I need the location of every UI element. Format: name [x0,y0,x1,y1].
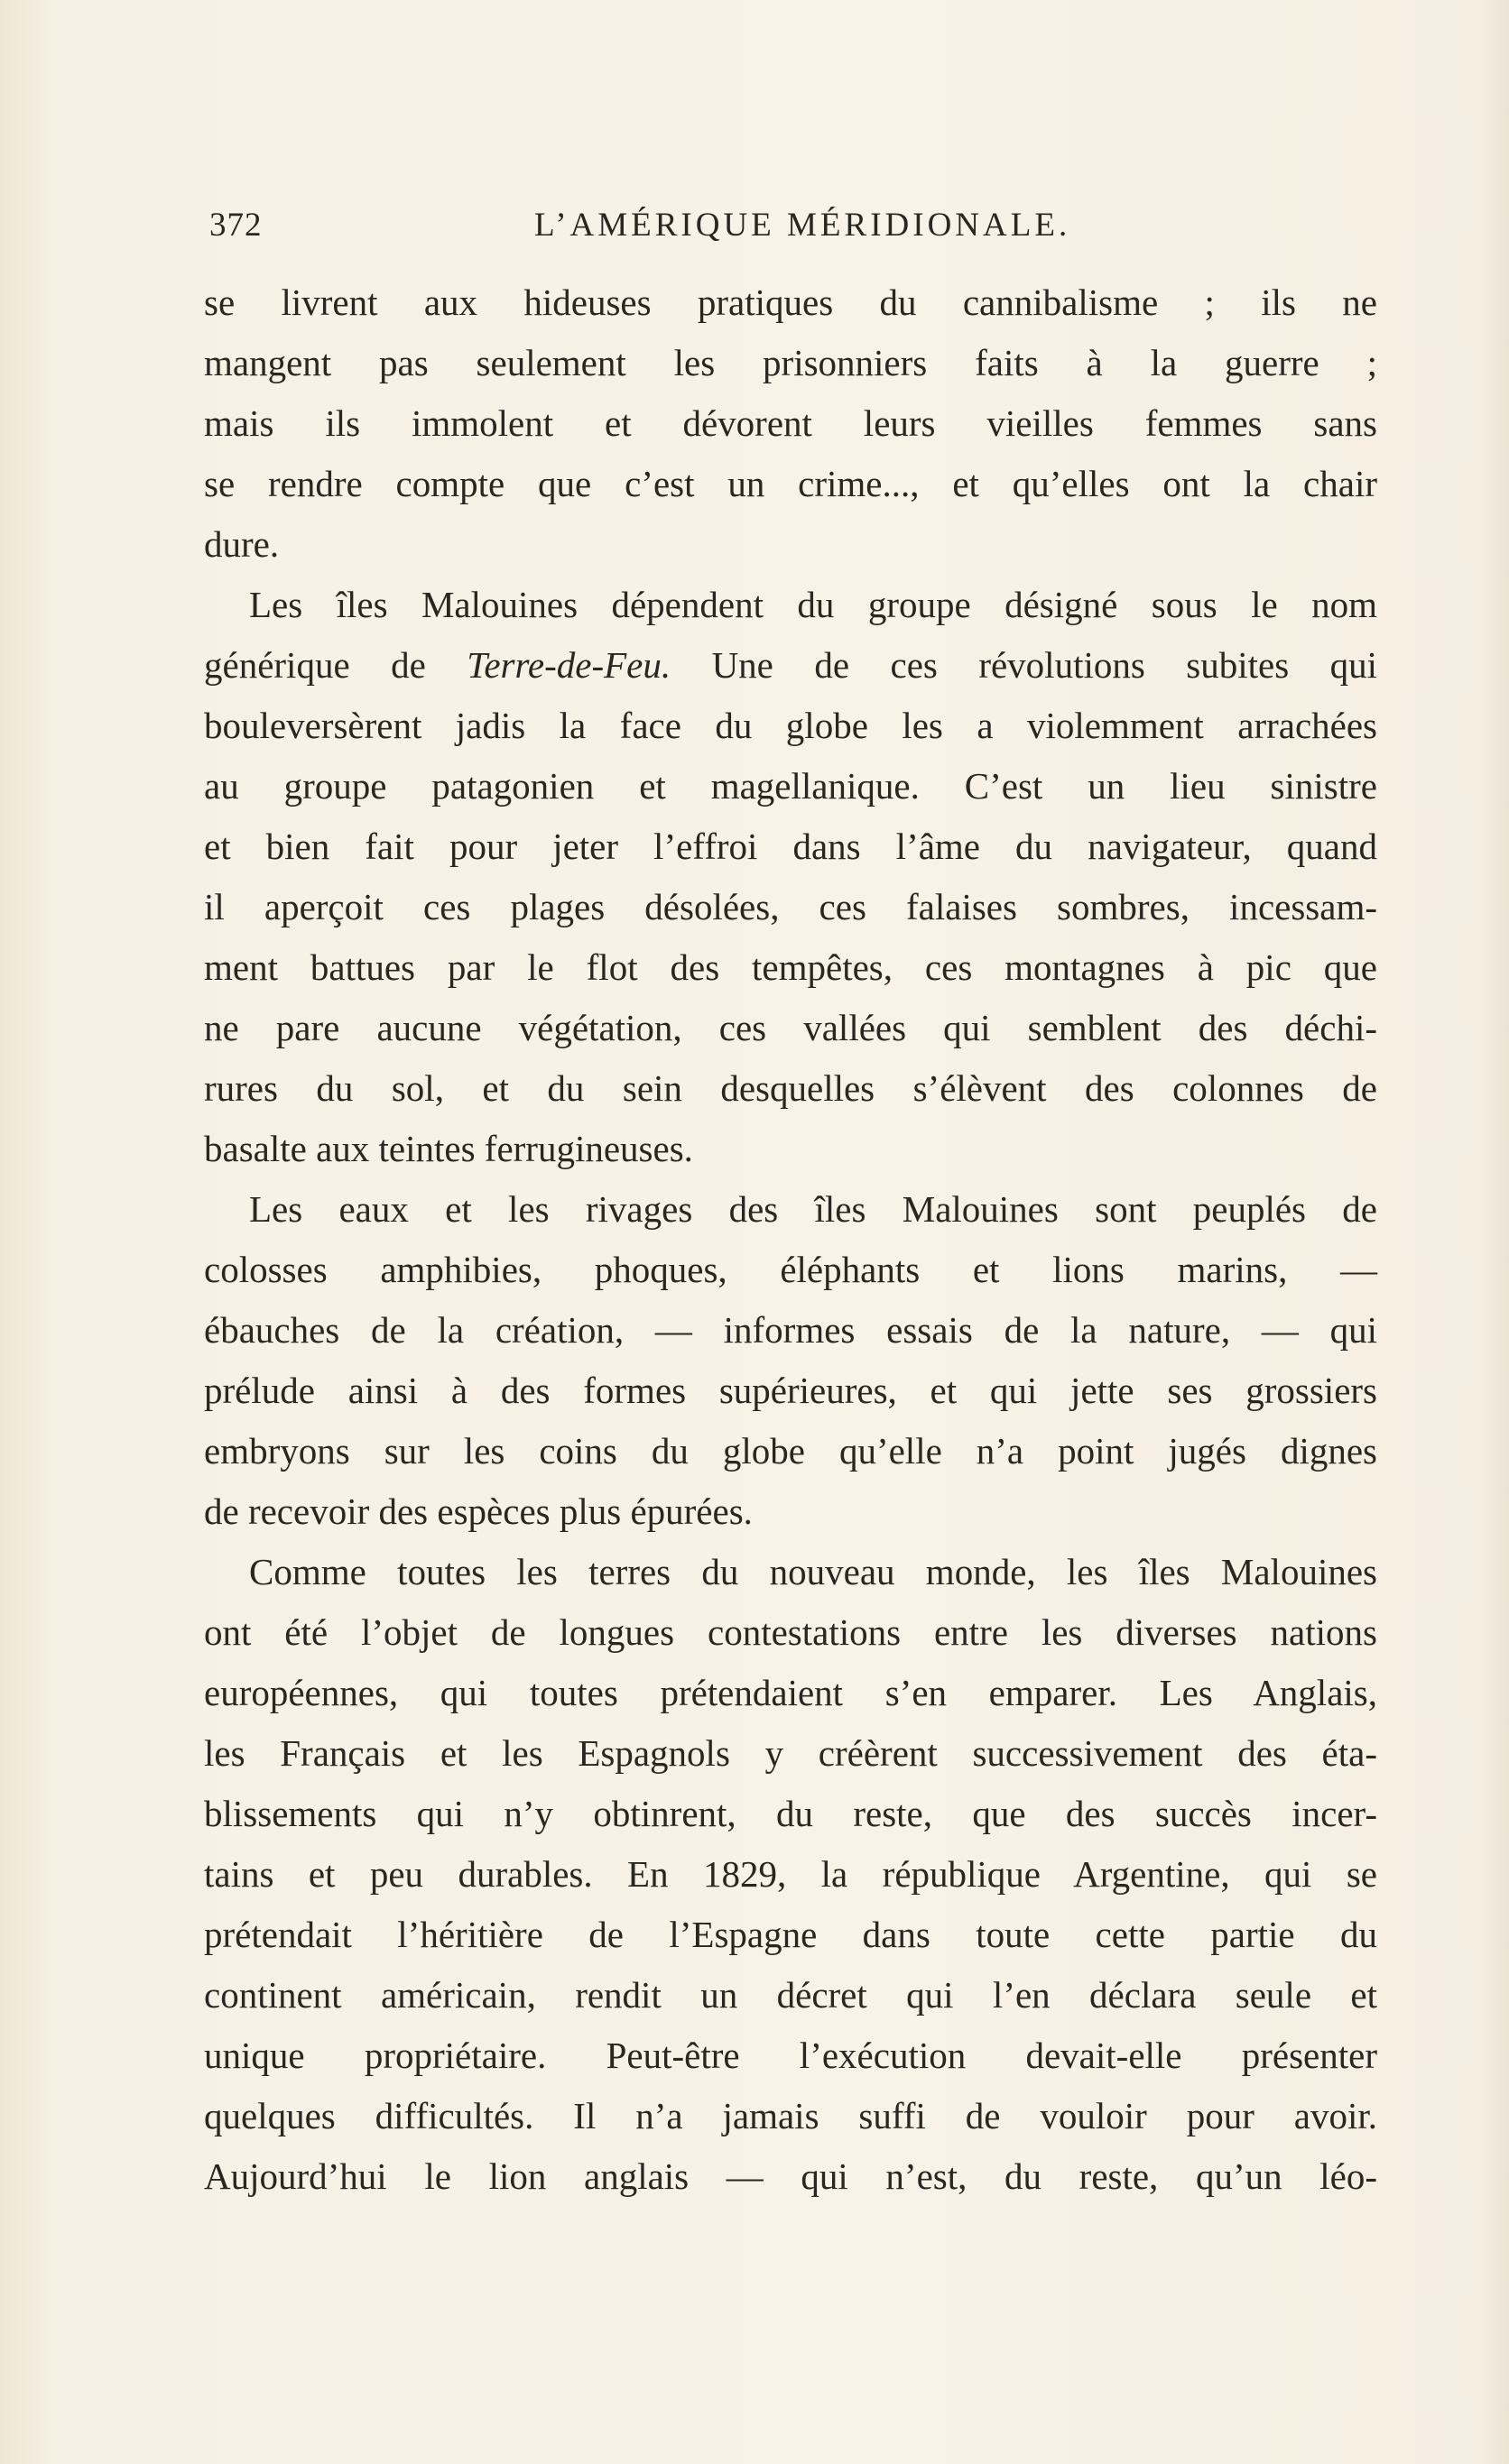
body-text [204,272,1377,2207]
page-edge-shadow [1482,0,1509,2464]
text-line: de recevoir des espèces plus épurées. [204,1490,753,1532]
text-line: quelques difficultés. Il n’a jamais suffi de vouloir pour avoir. [204,2095,1377,2136]
italic-place-name: Terre-de-Feu. [467,644,671,686]
running-title: L’AMÉRIQUE MÉRIDIONALE. [534,207,1071,244]
text-line: ébauches de la création, — informes essais de la nature, — qui [204,1309,1377,1351]
text-line: tains et peu durables. En 1829, la république Argentine, qui se [204,1853,1377,1895]
text-line: les Français et les Espagnols y créèrent successivement des éta- [204,1732,1377,1774]
text-line: unique propriétaire. Peut-être l’exécution devait-elle présenter [204,2035,1377,2076]
text-line: Aujourd’hui le lion anglais — qui n’est, du reste, qu’un léo- [204,2155,1377,2197]
text-line: au groupe patagonien et magellanique. C’est un lieu sinistre [204,765,1377,807]
text-line: bouleversèrent jadis la face du globe les a violemment arrachées [204,705,1377,746]
text-line: ment battues par le flot des tempêtes, ces montagnes à pic que [204,946,1377,988]
page-number: 372 [209,207,263,244]
text-line-mixed [204,635,1377,696]
text-line: ont été l’objet de longues contestations entre les diverses nations [204,1611,1377,1653]
text-line: il aperçoit ces plages désolées, ces falaises sombres, incessam- [204,886,1377,927]
text-line: dure. [204,523,280,565]
text-line [204,1542,1377,1602]
text-line [204,1179,1377,1240]
text-line: rures du sol, et du sein desquelles s’élèvent des colonnes de [204,1067,1377,1109]
text-line: se livrent aux hideuses pratiques du cannibalisme ; ils ne [204,281,1377,323]
text-line: se rendre compte que c’est un crime..., et qu’elles ont la chair [204,463,1377,504]
text-line: embryons sur les coins du globe qu’elle n’a point jugés dignes [204,1430,1377,1472]
text-line: basalte aux teintes ferrugineuses. [204,1128,693,1169]
page-header [209,206,1383,260]
text-line: ne pare aucune végétation, ces vallées qui semblent des déchi- [204,1007,1377,1048]
text-line: colosses amphibies, phoques, éléphants et lions marins, — [204,1249,1377,1290]
text-line: mangent pas seulement les prisonniers faits à la guerre ; [204,342,1377,383]
text-line: mais ils immolent et dévorent leurs vieilles femmes sans [204,402,1377,444]
text-segment: Comme toutes les terres du nouveau monde, les îles Malouines [249,1551,1377,1592]
text-line: prélude ainsi à des formes supérieures, et qui jette ses grossiers [204,1370,1377,1411]
text-line: continent américain, rendit un décret qui l’en déclara seule et [204,1974,1377,2016]
text-segment: Les eaux et les rivages des îles Malouines sont peuplés de [249,1188,1377,1230]
text-line [204,575,1377,635]
text-line: prétendait l’héritière de l’Espagne dans toute cette partie du [204,1914,1377,1955]
text-segment: Les îles Malouines dépendent du groupe désigné sous le nom [249,584,1377,625]
text-line: blissements qui n’y obtinrent, du reste, que des succès incer- [204,1793,1377,1834]
text-line: et bien fait pour jeter l’effroi dans l’âme du navigateur, quand [204,826,1377,867]
text-segment: générique de [204,644,426,686]
text-line: européennes, qui toutes prétendaient s’en emparer. Les Anglais, [204,1672,1377,1713]
text-segment: Une de ces révolutions subites qui [711,644,1378,686]
